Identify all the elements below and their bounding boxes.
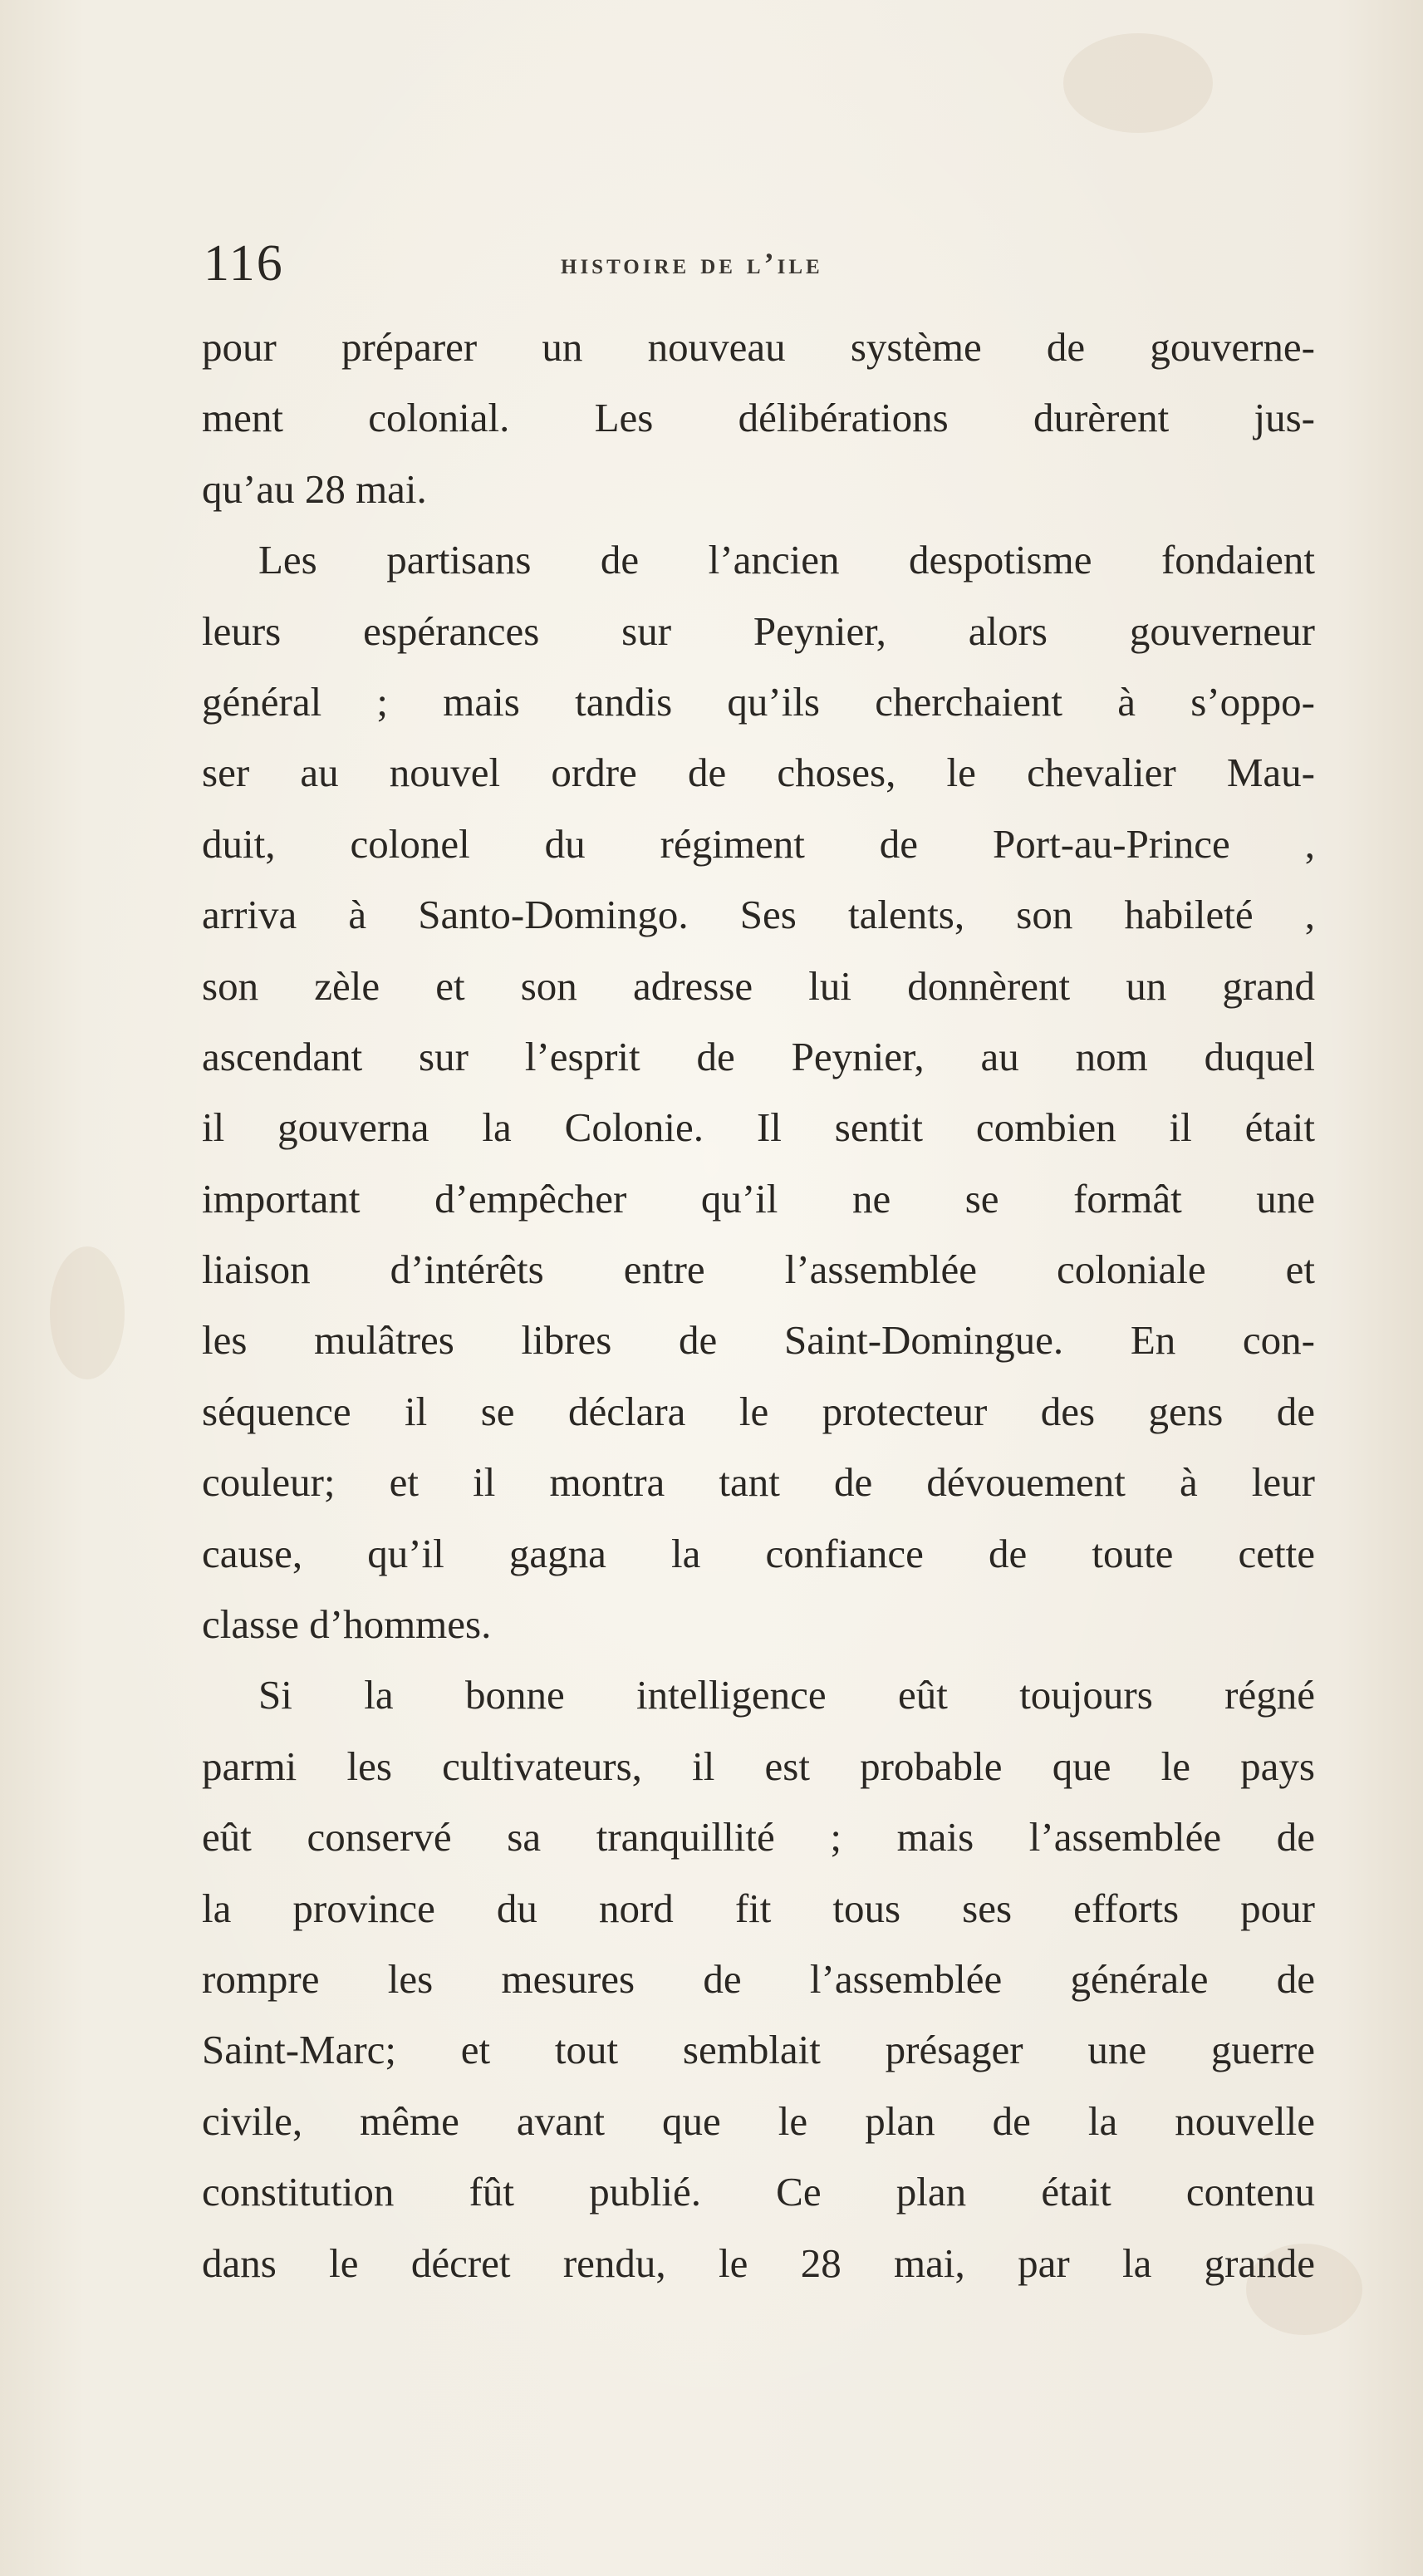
text-line: rompre les mesures de l’assemblée générale de: [202, 1955, 1315, 2002]
text-line: ment colonial. Les délibérations durèrent jus-: [202, 395, 1315, 441]
text-line: liaison d’intérêts entre l’assemblée coloniale et: [202, 1246, 1315, 1293]
text-line: dans le décret rendu, le 28 mai, par la grande: [202, 2239, 1315, 2286]
text-line: ser au nouvel ordre de choses, le chevalier Mau-: [202, 750, 1315, 796]
text-line: duit, colonel du régiment de Port-au-Prince ,: [202, 820, 1315, 867]
text-line: leurs espérances sur Peynier, alors gouverneur: [202, 607, 1315, 654]
text-line: parmi les cultivateurs, il est probable que le pays: [202, 1743, 1315, 1789]
text-line: eût conservé sa tranquillité ; mais l’assemblée de: [202, 1814, 1315, 1861]
text-line: Les partisans de l’ancien despotisme fondaient: [258, 537, 1315, 583]
text-line: séquence il se déclara le protecteur des gens de: [202, 1388, 1315, 1434]
text-line: général ; mais tandis qu’ils cherchaient à s’oppo-: [202, 678, 1315, 725]
text-line: constitution fût publié. Ce plan était contenu: [202, 2169, 1315, 2215]
paper-stain: [1063, 33, 1213, 133]
text-line: la province du nord fit tous ses efforts pour: [202, 1885, 1315, 1931]
text-line: couleur; et il montra tant de dévouement à leur: [202, 1459, 1315, 1506]
text-line: arriva à Santo-Domingo. Ses talents, son habileté ,: [202, 892, 1315, 938]
text-line: ascendant sur l’esprit de Peynier, au nom duquel: [202, 1033, 1315, 1079]
running-head: histoire de l’ile: [561, 247, 823, 280]
text-line: il gouverna la Colonie. Il sentit combien il était: [202, 1104, 1315, 1151]
text-line: les mulâtres libres de Saint-Domingue. En con-: [202, 1317, 1315, 1364]
text-line: son zèle et son adresse lui donnèrent un grand: [202, 962, 1315, 1009]
page-header: [204, 234, 1321, 293]
text-line: pour préparer un nouveau système de gouverne-: [202, 324, 1315, 370]
page-number: 116: [204, 235, 284, 292]
text-line: qu’au 28 mai.: [202, 465, 427, 512]
text-line: Saint-Marc; et tout semblait présager une guerre: [202, 2027, 1315, 2073]
text-line: cause, qu’il gagna la confiance de toute cette: [202, 1530, 1315, 1576]
text-line: important d’empêcher qu’il ne se formât une: [202, 1175, 1315, 1222]
text-line: Si la bonne intelligence eût toujours régné: [258, 1672, 1315, 1718]
text-line: civile, même avant que le plan de la nouvelle: [202, 2097, 1315, 2144]
text-line: classe d’hommes.: [202, 1601, 492, 1648]
body-text: [202, 312, 1315, 2298]
paper-stain: [50, 1246, 125, 1379]
